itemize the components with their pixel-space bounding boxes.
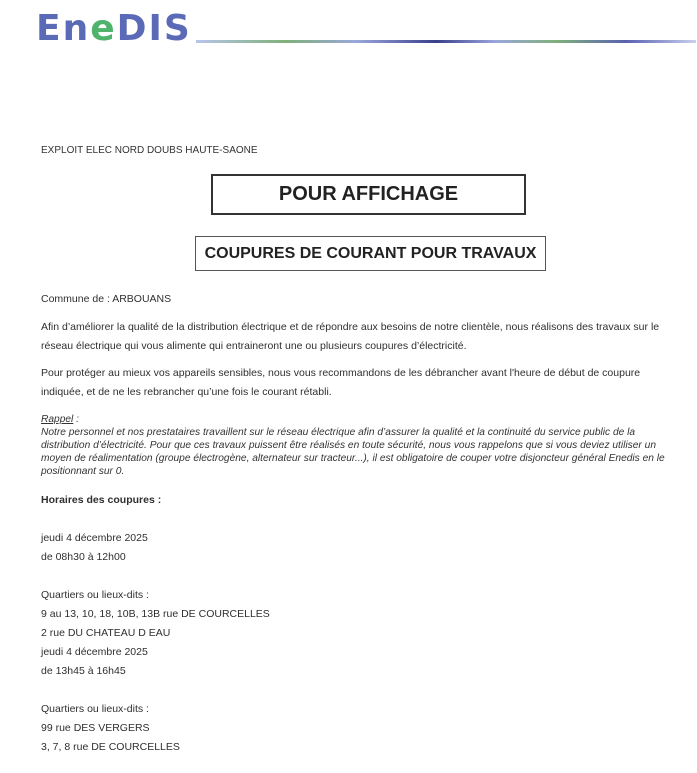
header-rule bbox=[196, 40, 696, 43]
advice-paragraph: Pour protéger au mieux vos appareils sensibles, nous vous recommandons de les débrancher avant l'heure de début de coupure indiquée, et de ne les rebrancher qu’une fois le courant rétabli. bbox=[41, 367, 641, 398]
subtitle-box: COUPURES DE COURANT POUR TRAVAUX bbox=[195, 236, 546, 271]
main-title-box: POUR AFFICHAGE bbox=[211, 174, 526, 215]
schedule-line: 99 rue DES VERGERS bbox=[41, 722, 150, 734]
schedule-heading: Horaires des coupures : bbox=[41, 494, 162, 506]
schedule-line: de 08h30 à 12h00 bbox=[41, 551, 126, 563]
intro-paragraph: Afin d’améliorer la qualité de la distribution électrique et de répondre aux besoins de notre clientèle, nous réalisons des travaux sur le réseau électrique qui vous alimente qui entraineront une ou plusieurs coupures d’électricité. bbox=[41, 321, 660, 352]
schedule-line: Quartiers ou lieux-dits : bbox=[41, 703, 149, 715]
schedule-line: 9 au 13, 10, 18, 10B, 13B rue DE COURCELLES bbox=[41, 608, 270, 620]
schedule-line: jeudi 4 décembre 2025 bbox=[41, 646, 148, 658]
schedule-line: Quartiers ou lieux-dits : bbox=[41, 589, 149, 601]
schedule-line: 2 rue DU CHATEAU D EAU bbox=[41, 627, 171, 639]
enedis-logo bbox=[36, 8, 192, 49]
schedule-line: 3, 7, 8 rue DE COURCELLES bbox=[41, 741, 180, 753]
logo-text-accent: e bbox=[90, 8, 117, 49]
commune-label: Commune de : ARBOUANS bbox=[41, 293, 172, 305]
rappel-body: Notre personnel et nos prestataires travaillent sur le réseau électrique afin d’assurer la qualité et la continuité du service public de la distribution d’électricité. Pour que ces travaux puissent être réalisés en toute sécurité, nous vous rappelons que si vous deviez utiliser un moyen de réalimentation (groupe électrogène, alternateur sur tracteur...), il est obligatoire de couper votre disjoncteur général Enedis en le positionnant sur 0. bbox=[41, 427, 665, 477]
logo-text-post: DIS bbox=[116, 8, 192, 49]
rappel-heading-suffix: : bbox=[73, 414, 79, 425]
rappel-block bbox=[41, 413, 681, 478]
schedule-line: de 13h45 à 16h45 bbox=[41, 665, 126, 677]
schedule-line: jeudi 4 décembre 2025 bbox=[41, 532, 148, 544]
logo-text-pre: En bbox=[36, 8, 91, 49]
rappel-heading: Rappel bbox=[41, 414, 74, 425]
unit-name: EXPLOIT ELEC NORD DOUBS HAUTE-SAONE bbox=[41, 145, 258, 156]
